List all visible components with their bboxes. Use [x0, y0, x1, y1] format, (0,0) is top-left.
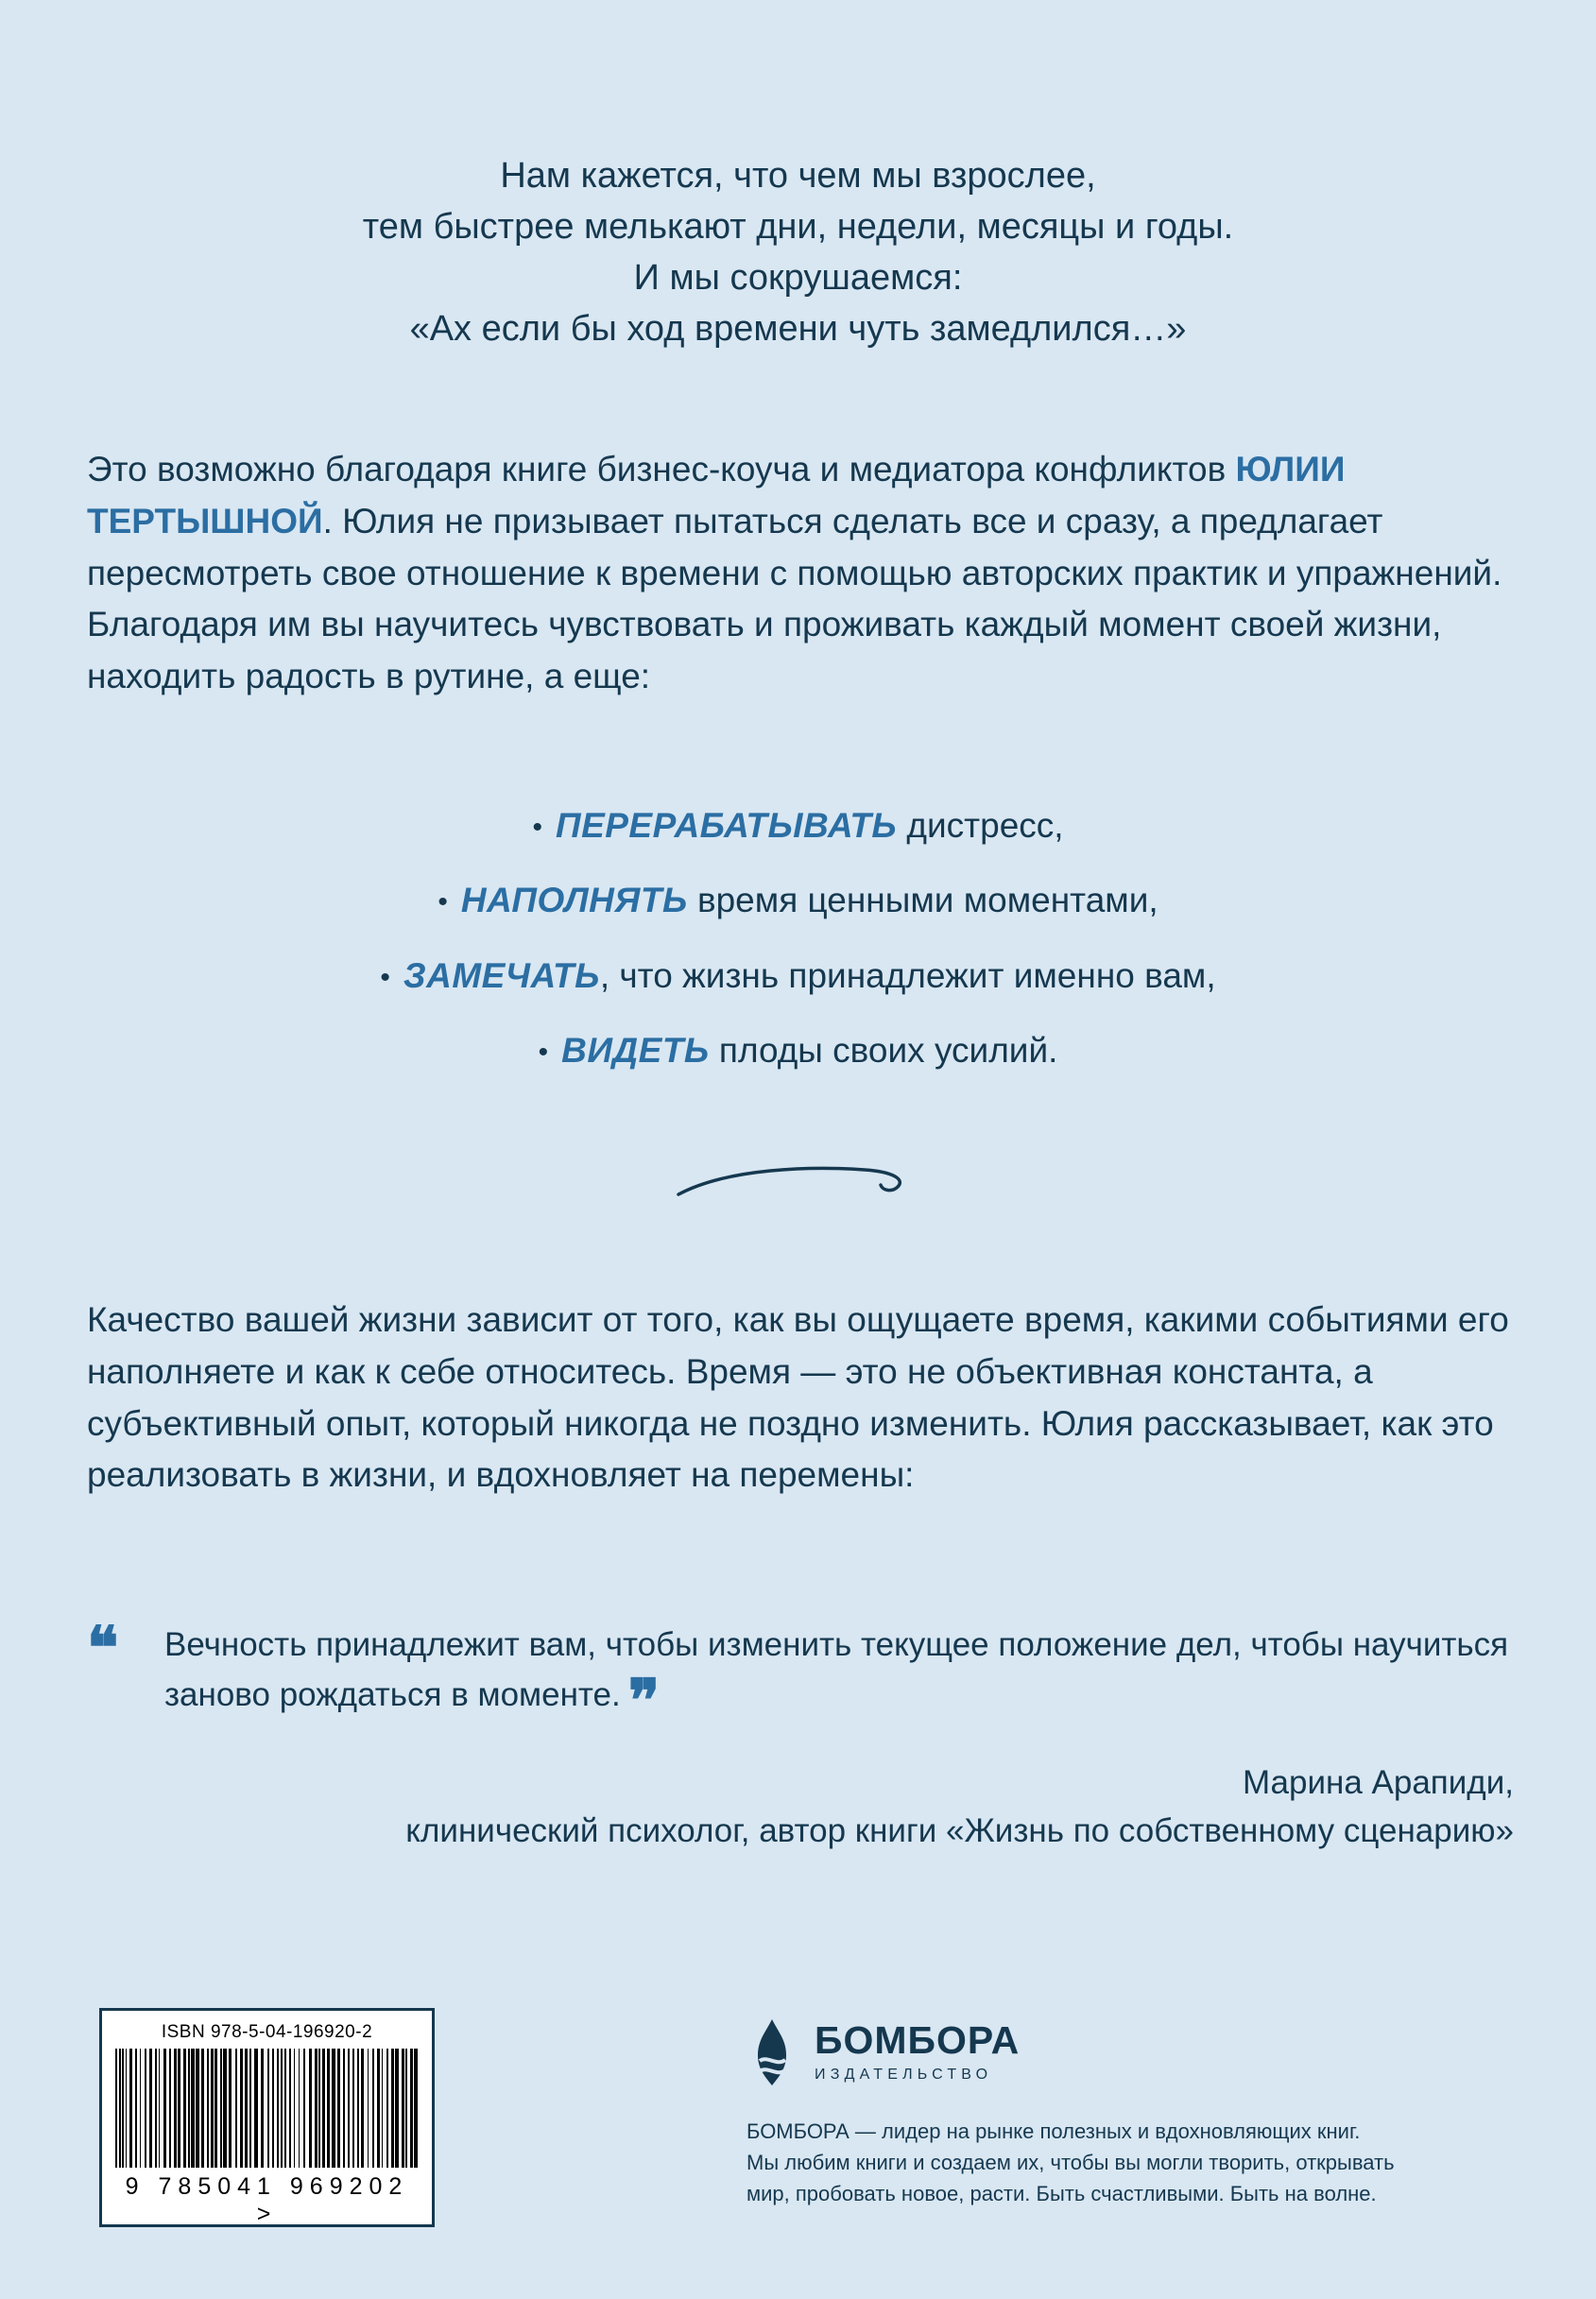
bullet-dot-icon: • [380, 961, 390, 993]
closing-paragraph-text: Качество вашей жизни зависит от того, как вы ощущаете время, какими событиями его наполняете и как к себе относитесь. Время — это не объективная константа, а субъективный опыт, который никогда не поздно изменить. Юлия рассказывает, как это реализовать в жизни, и вдохновляет на перемены: [87, 1300, 1509, 1495]
list-item [0, 873, 1596, 927]
publisher-block [747, 2017, 1502, 2209]
barcode-digits: 9 785041 969202 > [125, 2173, 409, 2227]
author-name: ЮЛИИ ТЕРТЫШНОЙ [87, 450, 1346, 540]
publisher-description-line-3: мир, пробовать новое, расти. Быть счастливыми. Быть на волне. [747, 2182, 1377, 2205]
swash-divider [0, 1162, 1596, 1206]
quote-open-icon: ❝ [87, 1617, 119, 1681]
bullet-dot-icon: • [538, 1037, 549, 1068]
epigraph-line-2: тем быстрее мелькают дни, недели, месяцы и годы. [362, 206, 1234, 247]
publisher-logo-row [747, 2017, 1502, 2087]
intro-paragraph [87, 444, 1509, 703]
list-item-emphasis: НАПОЛНЯТЬ [460, 881, 688, 920]
epigraph-line-4: «Ах если бы ход времени чуть замедлился…» [409, 308, 1187, 349]
bullet-dot-icon: • [532, 811, 542, 843]
publisher-description [747, 2116, 1502, 2209]
testimonial-author-role: клинический психолог, автор книги «Жизнь по собственному сценарию» [405, 1811, 1514, 1849]
epigraph-line-3: И мы сокрушаемся: [633, 257, 963, 298]
list-item-emphasis: ВИДЕТЬ [561, 1031, 710, 1071]
isbn-label: ISBN 978-5-04-196920-2 [161, 2022, 373, 2042]
publisher-description-line-2: Мы любим книги и создаем их, чтобы вы могли творить, открывать [747, 2151, 1395, 2174]
testimonial-author: Марина Арапиди, [1242, 1764, 1514, 1801]
list-item [0, 949, 1596, 1003]
list-item-rest: , что жизнь принадлежит именно вам, [599, 955, 1216, 995]
bombora-logo-icon [747, 2017, 798, 2087]
list-item-emphasis: ПЕРЕРАБАТЫВАТЬ [555, 806, 898, 845]
publisher-subtitle: ИЗДАТЕЛЬСТВО [815, 2067, 993, 2083]
testimonial-attribution [87, 1759, 1514, 1856]
intro-text-before: Это возможно благодаря книге бизнес-коуча и медиатора конфликтов [87, 450, 1236, 489]
epigraph-line-1: Нам кажется, что чем мы взрослее, [500, 156, 1096, 196]
publisher-name-group [815, 2018, 1021, 2084]
closing-paragraph [87, 1295, 1509, 1501]
list-item [0, 798, 1596, 852]
testimonial-quote-text: Вечность принадлежит вам, чтобы изменить текущее положение дел, чтобы научиться заново рождаться в моменте. [164, 1626, 1509, 1713]
benefits-list [0, 798, 1596, 1098]
quote-close-icon: ❞ [627, 1669, 661, 1734]
list-item-rest: плоды своих усилий. [709, 1031, 1058, 1071]
testimonial-quote [87, 1617, 1514, 1734]
barcode-block [99, 2008, 435, 2227]
list-item-rest: дистресс, [897, 806, 1064, 845]
list-item-emphasis: ЗАМЕЧАТЬ [403, 955, 600, 995]
barcode-bars [115, 2049, 419, 2168]
testimonial-block [87, 1617, 1514, 1856]
intro-text-after: . Юлия не призывает пытаться сделать все и сразу, а предлагает пересмотреть свое отношение к времени с помощью авторских практик и упражнений. Благодаря им вы научитесь чувствовать и проживать каждый момент своей жизни, находить радость в рутине, а еще: [87, 501, 1502, 695]
swash-divider-icon [671, 1162, 926, 1206]
bullet-dot-icon: • [438, 886, 448, 918]
list-item-rest: время ценными моментами, [687, 881, 1158, 920]
list-item [0, 1023, 1596, 1077]
epigraph-block [0, 151, 1596, 355]
publisher-description-line-1: БОМБОРА — лидер на рынке полезных и вдохновляющих книг. [747, 2119, 1361, 2143]
publisher-name: БОМБОРА [815, 2018, 1021, 2062]
